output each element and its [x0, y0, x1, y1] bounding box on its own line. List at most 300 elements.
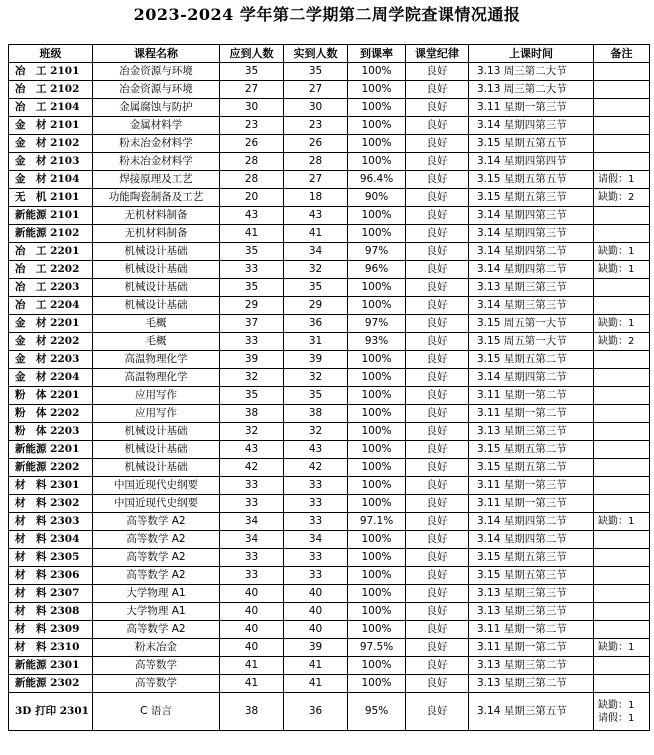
cell-present: 41: [284, 675, 348, 693]
cell-discipline: 良好: [406, 243, 469, 261]
cell-rate: 93%: [348, 333, 406, 351]
header-discipline: 课堂纪律: [406, 45, 469, 63]
cell-note: [594, 441, 650, 459]
cell-discipline: 良好: [406, 225, 469, 243]
cell-due: 35: [220, 387, 284, 405]
cell-note: [594, 603, 650, 621]
cell-class: 材 料 2304: [9, 531, 93, 549]
cell-present: 32: [284, 369, 348, 387]
cell-note: [594, 495, 650, 513]
cell-class: 新能源 2102: [9, 225, 93, 243]
cell-course: 高温物理化学: [93, 351, 220, 369]
cell-time: 3.11 星期一第二节: [469, 405, 594, 423]
cell-due: 40: [220, 621, 284, 639]
table-row: [9, 207, 650, 225]
cell-discipline: 良好: [406, 585, 469, 603]
header-class: 班级: [9, 45, 93, 63]
cell-present: 34: [284, 531, 348, 549]
cell-note: [594, 459, 650, 477]
cell-due: 40: [220, 639, 284, 657]
table-row: [9, 135, 650, 153]
cell-present: 40: [284, 603, 348, 621]
note-line-1: 缺勤：1: [598, 699, 635, 711]
cell-time: 3.15 星期五第五节: [469, 135, 594, 153]
header-note: 备注: [594, 45, 650, 63]
table-row: [9, 477, 650, 495]
cell-due: 28: [220, 171, 284, 189]
cell-class: 金 材 2101: [9, 117, 93, 135]
cell-discipline: 良好: [406, 603, 469, 621]
cell-class: 材 料 2302: [9, 495, 93, 513]
cell-discipline: 良好: [406, 189, 469, 207]
cell-course: 中国近现代史纲要: [93, 495, 220, 513]
cell-present: 35: [284, 387, 348, 405]
cell-class: 金 材 2202: [9, 333, 93, 351]
cell-discipline: 良好: [406, 369, 469, 387]
cell-due: 33: [220, 477, 284, 495]
cell-rate: 100%: [348, 225, 406, 243]
cell-due: 30: [220, 99, 284, 117]
cell-note: [594, 405, 650, 423]
table-row: [9, 81, 650, 99]
cell-course: 应用写作: [93, 387, 220, 405]
cell-course: 冶金资源与环境: [93, 63, 220, 81]
table-row: [9, 315, 650, 333]
cell-present: 39: [284, 351, 348, 369]
cell-class: 新能源 2301: [9, 657, 93, 675]
cell-due: 43: [220, 207, 284, 225]
cell-rate: 100%: [348, 495, 406, 513]
cell-discipline: 良好: [406, 477, 469, 495]
cell-due: 35: [220, 243, 284, 261]
cell-present: 23: [284, 117, 348, 135]
cell-note: 缺勤：2: [594, 189, 650, 207]
cell-due: 26: [220, 135, 284, 153]
cell-present: 41: [284, 225, 348, 243]
header-due: 应到人数: [220, 45, 284, 63]
header-time: 上课时间: [469, 45, 594, 63]
cell-present: 41: [284, 657, 348, 675]
cell-class: 金 材 2204: [9, 369, 93, 387]
cell-due: 41: [220, 657, 284, 675]
cell-course: 金属腐蚀与防护: [93, 99, 220, 117]
cell-due: 33: [220, 261, 284, 279]
cell-rate: 97%: [348, 315, 406, 333]
cell-due: 42: [220, 459, 284, 477]
cell-due: 43: [220, 441, 284, 459]
table-row: [9, 567, 650, 585]
cell-note: 缺勤：1: [594, 639, 650, 657]
cell-time: 3.11 星期一第二节: [469, 621, 594, 639]
table-row-last: [9, 693, 650, 731]
cell-class: 粉 体 2201: [9, 387, 93, 405]
table-row: [9, 459, 650, 477]
cell-present: 35: [284, 279, 348, 297]
cell-course: 应用写作: [93, 405, 220, 423]
cell-time: 3.14 星期四第三节: [469, 207, 594, 225]
cell-due: 20: [220, 189, 284, 207]
cell-course: 粉末冶金材料学: [93, 135, 220, 153]
cell-rate: 97.1%: [348, 513, 406, 531]
cell-note: [594, 423, 650, 441]
cell-note: [594, 225, 650, 243]
cell-discipline: 良好: [406, 99, 469, 117]
cell-rate: 100%: [348, 207, 406, 225]
cell-note: [594, 621, 650, 639]
cell-discipline: 良好: [406, 351, 469, 369]
cell-discipline: 良好: [406, 495, 469, 513]
cell-rate: 100%: [348, 387, 406, 405]
cell-time: 3.11 星期一第二节: [469, 387, 594, 405]
cell-rate: 100%: [348, 279, 406, 297]
cell-time: 3.13 星期三第二节: [469, 657, 594, 675]
cell-class: 材 料 2309: [9, 621, 93, 639]
table-row: [9, 405, 650, 423]
table-row: [9, 243, 650, 261]
cell-note: 缺勤：1: [594, 513, 650, 531]
cell-class: 新能源 2201: [9, 441, 93, 459]
cell-course: 大学物理 A1: [93, 603, 220, 621]
cell-time: 3.14 星期四第二节: [469, 531, 594, 549]
cell-time: 3.13 星期三第三节: [469, 585, 594, 603]
cell-present: 33: [284, 513, 348, 531]
cell-course: 高温物理化学: [93, 369, 220, 387]
cell-due: 28: [220, 153, 284, 171]
cell-class: 材 料 2303: [9, 513, 93, 531]
page-title: 2023-2024 学年第二学期第二周学院查课情况通报: [133, 5, 521, 24]
table-row: [9, 495, 650, 513]
cell-note: 缺勤：1: [594, 261, 650, 279]
cell-time: 3.14 星期四第三节: [469, 225, 594, 243]
cell-discipline: 良好: [406, 333, 469, 351]
cell-note: [594, 63, 650, 81]
cell-time: 3.13 星期三第三节: [469, 603, 594, 621]
cell-discipline: 良好: [406, 693, 469, 731]
cell-course: 机械设计基础: [93, 279, 220, 297]
cell-course: 机械设计基础: [93, 261, 220, 279]
table-row: [9, 369, 650, 387]
cell-rate: 100%: [348, 675, 406, 693]
cell-discipline: 良好: [406, 387, 469, 405]
cell-present: 30: [284, 99, 348, 117]
cell-due: 37: [220, 315, 284, 333]
cell-course: 高等数学 A2: [93, 567, 220, 585]
cell-due: 39: [220, 351, 284, 369]
cell-class: 材 料 2310: [9, 639, 93, 657]
cell-discipline: 良好: [406, 261, 469, 279]
cell-rate: 95%: [348, 693, 406, 731]
cell-rate: 100%: [348, 405, 406, 423]
cell-present: 38: [284, 405, 348, 423]
cell-note: [594, 693, 650, 731]
cell-present: 32: [284, 261, 348, 279]
cell-present: 40: [284, 621, 348, 639]
cell-present: 33: [284, 549, 348, 567]
cell-class: 新能源 2302: [9, 675, 93, 693]
cell-rate: 100%: [348, 477, 406, 495]
cell-present: 43: [284, 207, 348, 225]
cell-present: 42: [284, 459, 348, 477]
cell-time: 3.14 星期三第五节: [469, 693, 594, 731]
cell-time: 3.14 星期四第二节: [469, 243, 594, 261]
cell-time: 3.13 星期三第二节: [469, 675, 594, 693]
cell-class: 粉 体 2203: [9, 423, 93, 441]
cell-time: 3.15 星期五第二节: [469, 459, 594, 477]
cell-rate: 100%: [348, 621, 406, 639]
cell-class: 材 料 2305: [9, 549, 93, 567]
cell-discipline: 良好: [406, 657, 469, 675]
cell-rate: 100%: [348, 63, 406, 81]
table-row: [9, 279, 650, 297]
cell-course: 高等数学 A2: [93, 549, 220, 567]
attendance-table: [8, 44, 650, 731]
table-row: [9, 63, 650, 81]
cell-class: 粉 体 2202: [9, 405, 93, 423]
cell-time: 3.13 周三第二大节: [469, 81, 594, 99]
cell-rate: 100%: [348, 99, 406, 117]
cell-course: 粉末冶金材料学: [93, 153, 220, 171]
cell-due: 35: [220, 63, 284, 81]
cell-course: 机械设计基础: [93, 297, 220, 315]
cell-course: 中国近现代史纲要: [93, 477, 220, 495]
cell-course: C 语言: [93, 693, 220, 731]
table-row: [9, 297, 650, 315]
cell-time: 3.11 星期一第三节: [469, 99, 594, 117]
cell-time: 3.15 星期五第三节: [469, 189, 594, 207]
cell-rate: 100%: [348, 369, 406, 387]
header-course: 课程名称: [93, 45, 220, 63]
header-present: 实到人数: [284, 45, 348, 63]
table-row: [9, 351, 650, 369]
cell-rate: 100%: [348, 459, 406, 477]
cell-present: 40: [284, 585, 348, 603]
cell-note: [594, 675, 650, 693]
cell-time: 3.11 星期一第三节: [469, 495, 594, 513]
cell-due: 34: [220, 513, 284, 531]
cell-present: 28: [284, 153, 348, 171]
cell-discipline: 良好: [406, 117, 469, 135]
cell-due: 33: [220, 549, 284, 567]
cell-present: 34: [284, 243, 348, 261]
cell-course: 高等数学 A2: [93, 531, 220, 549]
cell-due: 40: [220, 585, 284, 603]
cell-note: 请假：1: [594, 171, 650, 189]
cell-rate: 97.5%: [348, 639, 406, 657]
cell-due: 38: [220, 405, 284, 423]
cell-class: 金 材 2203: [9, 351, 93, 369]
cell-course: 焊接原理及工艺: [93, 171, 220, 189]
cell-discipline: 良好: [406, 63, 469, 81]
cell-time: 3.14 星期四第二节: [469, 513, 594, 531]
table-row: [9, 117, 650, 135]
cell-present: 31: [284, 333, 348, 351]
cell-course: 机械设计基础: [93, 423, 220, 441]
cell-class: 冶 工 2101: [9, 63, 93, 81]
cell-discipline: 良好: [406, 171, 469, 189]
cell-note: [594, 351, 650, 369]
cell-note: 缺勤：1: [594, 315, 650, 333]
cell-discipline: 良好: [406, 153, 469, 171]
cell-class: 材 料 2306: [9, 567, 93, 585]
cell-class: 冶 工 2202: [9, 261, 93, 279]
cell-note: [594, 477, 650, 495]
cell-due: 33: [220, 495, 284, 513]
cell-time: 3.13 周三第二大节: [469, 63, 594, 81]
cell-class: 冶 工 2204: [9, 297, 93, 315]
cell-class: 金 材 2201: [9, 315, 93, 333]
cell-due: 33: [220, 333, 284, 351]
table-row: [9, 639, 650, 657]
cell-present: 36: [284, 315, 348, 333]
cell-rate: 100%: [348, 297, 406, 315]
cell-discipline: 良好: [406, 459, 469, 477]
cell-note: [594, 549, 650, 567]
table-row: [9, 99, 650, 117]
cell-discipline: 良好: [406, 405, 469, 423]
cell-rate: 90%: [348, 189, 406, 207]
cell-present: 35: [284, 63, 348, 81]
cell-rate: 96.4%: [348, 171, 406, 189]
cell-class: 金 材 2104: [9, 171, 93, 189]
cell-course: 高等数学: [93, 675, 220, 693]
cell-present: 33: [284, 477, 348, 495]
cell-course: 毛概: [93, 333, 220, 351]
cell-present: 27: [284, 171, 348, 189]
cell-note: [594, 207, 650, 225]
cell-rate: 100%: [348, 531, 406, 549]
cell-note: [594, 297, 650, 315]
cell-present: 36: [284, 693, 348, 731]
cell-class: 冶 工 2102: [9, 81, 93, 99]
cell-due: 40: [220, 603, 284, 621]
cell-course: 高等数学: [93, 657, 220, 675]
cell-present: 33: [284, 567, 348, 585]
cell-discipline: 良好: [406, 621, 469, 639]
cell-rate: 100%: [348, 441, 406, 459]
cell-class: 无 机 2101: [9, 189, 93, 207]
cell-rate: 100%: [348, 153, 406, 171]
cell-due: 29: [220, 297, 284, 315]
cell-time: 3.11 星期一第二节: [469, 639, 594, 657]
cell-discipline: 良好: [406, 81, 469, 99]
cell-class: 材 料 2301: [9, 477, 93, 495]
cell-time: 3.15 星期五第二节: [469, 441, 594, 459]
cell-time: 3.15 周五第一大节: [469, 315, 594, 333]
cell-class: 金 材 2103: [9, 153, 93, 171]
cell-present: 18: [284, 189, 348, 207]
cell-rate: 100%: [348, 567, 406, 585]
cell-discipline: 良好: [406, 135, 469, 153]
cell-rate: 96%: [348, 261, 406, 279]
cell-time: 3.15 星期五第三节: [469, 549, 594, 567]
cell-due: 32: [220, 369, 284, 387]
cell-due: 23: [220, 117, 284, 135]
cell-rate: 97%: [348, 243, 406, 261]
cell-note: [594, 585, 650, 603]
table-row: [9, 333, 650, 351]
cell-rate: 100%: [348, 135, 406, 153]
cell-class: 新能源 2202: [9, 459, 93, 477]
cell-course: 高等数学 A2: [93, 621, 220, 639]
cell-time: 3.14 星期四第四节: [469, 153, 594, 171]
cell-class: 材 料 2308: [9, 603, 93, 621]
table-row: [9, 621, 650, 639]
cell-present: 43: [284, 441, 348, 459]
cell-course: 功能陶瓷制备及工艺: [93, 189, 220, 207]
cell-time: 3.13 星期三第三节: [469, 279, 594, 297]
cell-present: 26: [284, 135, 348, 153]
table-row: [9, 531, 650, 549]
cell-present: 32: [284, 423, 348, 441]
header-row: [9, 45, 650, 63]
table-row: [9, 441, 650, 459]
cell-discipline: 良好: [406, 675, 469, 693]
cell-present: 29: [284, 297, 348, 315]
table-row: [9, 657, 650, 675]
cell-rate: 100%: [348, 423, 406, 441]
cell-discipline: 良好: [406, 549, 469, 567]
cell-present: 27: [284, 81, 348, 99]
cell-time: 3.14 星期四第二节: [469, 261, 594, 279]
cell-due: 41: [220, 225, 284, 243]
cell-discipline: 良好: [406, 531, 469, 549]
cell-course: 大学物理 A1: [93, 585, 220, 603]
cell-course: 无机材料制备: [93, 207, 220, 225]
cell-present: 33: [284, 495, 348, 513]
table-row: [9, 261, 650, 279]
cell-rate: 100%: [348, 549, 406, 567]
cell-discipline: 良好: [406, 441, 469, 459]
table-row: [9, 423, 650, 441]
cell-note: [594, 99, 650, 117]
cell-due: 32: [220, 423, 284, 441]
cell-course: 毛概: [93, 315, 220, 333]
cell-rate: 100%: [348, 117, 406, 135]
cell-time: 3.15 星期五第三节: [469, 567, 594, 585]
cell-class: 冶 工 2203: [9, 279, 93, 297]
cell-note: [594, 153, 650, 171]
table-row: [9, 585, 650, 603]
cell-rate: 100%: [348, 657, 406, 675]
cell-course: 金属材料学: [93, 117, 220, 135]
table-row: [9, 189, 650, 207]
table-row: [9, 387, 650, 405]
cell-time: 3.15 周五第一大节: [469, 333, 594, 351]
cell-note: [594, 279, 650, 297]
cell-due: 34: [220, 531, 284, 549]
table-row: [9, 153, 650, 171]
cell-due: 33: [220, 567, 284, 585]
note-line-2: 请假：1: [598, 712, 635, 724]
table-row: [9, 603, 650, 621]
cell-rate: 100%: [348, 351, 406, 369]
cell-note: 缺勤：2: [594, 333, 650, 351]
cell-rate: 100%: [348, 603, 406, 621]
header-rate: 到课率: [348, 45, 406, 63]
cell-note: [594, 369, 650, 387]
cell-note: [594, 531, 650, 549]
cell-note: [594, 567, 650, 585]
table-row: [9, 549, 650, 567]
cell-course: 机械设计基础: [93, 459, 220, 477]
cell-course: 高等数学 A2: [93, 513, 220, 531]
cell-discipline: 良好: [406, 639, 469, 657]
cell-class: 冶 工 2201: [9, 243, 93, 261]
cell-course: 冶金资源与环境: [93, 81, 220, 99]
cell-class: 3D 打印 2301: [9, 693, 93, 731]
table-row: [9, 675, 650, 693]
cell-class: 冶 工 2104: [9, 99, 93, 117]
